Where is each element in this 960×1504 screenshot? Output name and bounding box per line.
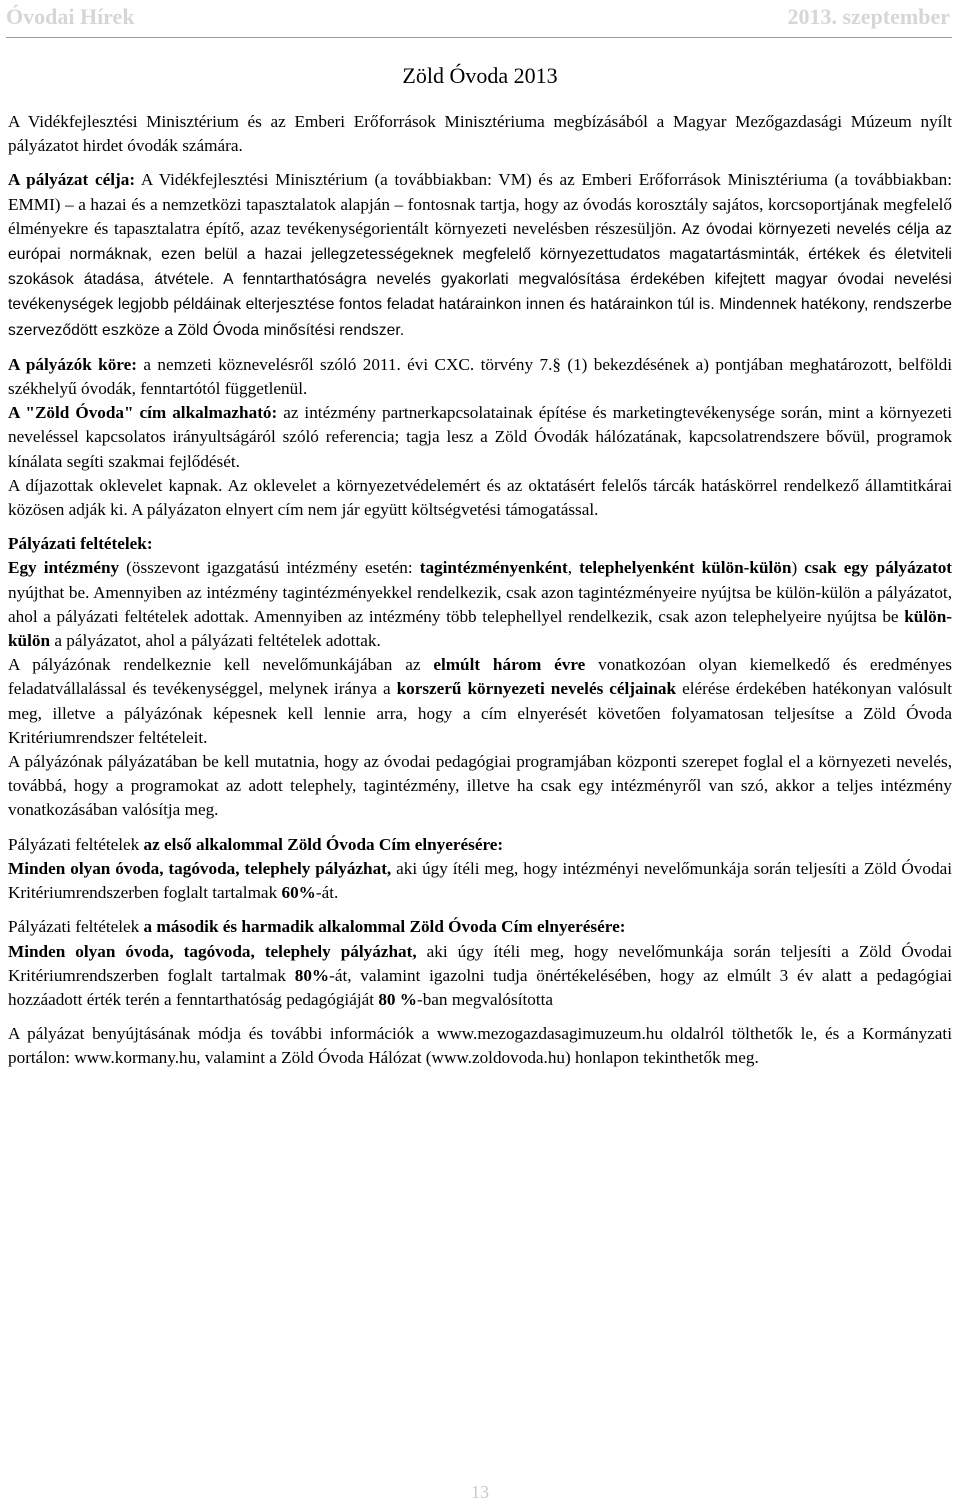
second-text-3: -át, valamint igazolni tudja önértékelésében, hogy az elmúlt 3 év alatt a pedagógiai hozzáadott érték terén a fenntarthatóság pedagógiáját: [8, 965, 952, 1009]
conditions-paragraph-2: [8, 653, 952, 750]
cond-bold-4: csak egy pályázatot: [804, 558, 953, 578]
intro-paragraph: A Vidékfejlesztési Minisztérium és az Emberi Erőforrások Minisztériuma megbízásából a Magyar Mezőgazdasági Múzeum nyílt pályázatot hirdet óvodák számára.: [8, 112, 952, 156]
header-issue-date: 2013. szeptember: [787, 4, 950, 29]
goal-text-2: Az óvodai környezeti nevelés célja az európai normáknak, ezen belül a hazai jellegzetességeknek megfelelő környezettudatos magatartásminták, értékek és életviteli szokások átadása, átvétele. A fenntarthatóságra nevelés gyakorlati megvalósítása érdekében kifejtett magyar óvodai nevelési tevékenységek legjobb példáinak elterjesztése fontos feladat határainkon innen és határainkon túl is. Mindennek hatékony, rendszerbe szerveződött eszköze a Zöld Óvoda minősítési rendszer.: [8, 220, 952, 339]
second-bold-2: Minden olyan óvoda, tagóvoda, telephely pályázhat,: [8, 941, 417, 961]
cond-text-4: nyújthat be. Amennyiben az intézmény tagintézményekkel rendelkezik, csak azon tagintézményeire nyújtsa be külön-külön a pályázatot, ahol a pályázati feltételek adottak. Amennyiben az intézmény több telephellyel rendelkezik, csak azon telephelyeire nyújtsa be: [8, 582, 952, 626]
goal-text-1: A Vidékfejlesztési Minisztérium (a továbbiakban: VM) és az Emberi Erőforrások Minisztériuma (a továbbiakban: EMMI) – a hazai és a nemzetközi tapasztalatok alapján – fontosnak tartja, hogy az óvodás korosztály sajátos, korcsoportjának megfelelő élményekre és tapasztalatra építő, azaz tevékenységorientált környezeti nevelésben részesüljön.: [8, 170, 952, 238]
cond2-bold-2: korszerű környezeti nevelés céljainak: [396, 679, 677, 699]
award-paragraph: A díjazottak oklevelet kapnak. Az oklevelet a környezetvédelemért és az oktatásért felelős tárcák hatáskörrel rendelkező államtitkárai közösen adják ki. A pályázaton elnyert cím nem jár együtt költségvetési támogatással.: [8, 475, 952, 520]
cond-bold-3: telephelyenként külön-külön: [579, 558, 792, 578]
applicants-paragraph: [8, 353, 952, 401]
second-bold-4: 80 %: [378, 989, 417, 1009]
header-publication-title: Óvodai Hírek: [6, 4, 135, 29]
cond-text-2: ,: [567, 558, 580, 578]
article-body: [8, 62, 952, 1071]
second-award-heading: [8, 915, 952, 939]
second-bold-3: 80%: [294, 965, 330, 985]
submission-paragraph: A pályázat benyújtásának módja és további információk a www.mezogazdasagimuzeum.hu oldalról tölthetők le, és a Kormányzati portálon: www.kormany.hu, valamint a Zöld Óvoda Hálózat (www.zoldovoda.hu) honlapon tekinthetők meg.: [8, 1024, 952, 1068]
page-header: [0, 0, 960, 40]
cond-bold-1: Egy intézmény: [8, 558, 120, 578]
second-award-paragraph: [8, 940, 952, 1013]
cond2-text-2: vonatkozóan olyan kiemelkedő és eredményes feladatvállalással és tevékenységgel, melynek iránya a: [8, 655, 952, 699]
second-text-4: -ban megvalósította: [416, 989, 554, 1009]
usage-text: az intézmény partnerkapcsolatainak építése és marketingtevékenysége során, mint a környezeti neveléssel kapcsolatos irányultságáról szóló referencia; tagja lesz a Zöld Óvodák hálózatának, kapcsolatrendszere bővül, programok kínálata segíti szakmai fejlődését.: [8, 403, 952, 471]
cond-bold-2: tagintézményenként: [419, 558, 568, 578]
cond-text-1: (összevont igazgatású intézmény esetén:: [119, 558, 420, 578]
second-text-2: aki úgy ítéli meg, hogy nevelőmunkája során teljesíti a Zöld Óvodai Kritériumrendszerben foglalt tartalmak: [8, 941, 952, 985]
cond-text-3: ): [791, 558, 805, 578]
applicants-text: a nemzeti köznevelésről szóló 2011. évi CXC. törvény 7.§ (1) bekezdésének a) pontjában meghatározott, belföldi székhelyű óvodák, fenntartótól függetlenül.: [8, 354, 952, 399]
goal-paragraph: [8, 168, 952, 342]
first-award-paragraph: [8, 857, 952, 905]
first-text-3: -át.: [315, 883, 339, 903]
first-bold-3: 60%: [281, 883, 316, 903]
cond2-text-3: elérése érdekében hatékonyan valósult meg, illetve a pályázónak képesnek kell lennie arra, hogy a cím elnyerését követően folyamatosan teljesítse a Zöld Óvoda Kritériumrendszer feltételeit.: [8, 679, 952, 747]
goal-label: A pályázat célja:: [8, 170, 136, 190]
applicants-label: A pályázók köre:: [8, 354, 137, 374]
article-title: Zöld Óvoda 2013: [402, 63, 558, 88]
conditions-heading: [8, 532, 952, 556]
conditions-paragraph-1: [8, 556, 952, 653]
cond2-text-1: A pályázónak rendelkeznie kell nevelőmunkájában az: [8, 655, 434, 675]
conditions-heading-text: Pályázati feltételek:: [8, 534, 153, 554]
conditions-paragraph-3: A pályázónak pályázatában be kell mutatnia, hogy az óvodai pedagógiai programjában központi szerepet foglal el a környezeti nevelés, továbbá, hogy a programokat az adott telephely, tagintézmény, illetve ha csak egy intézményről van szó, akkor a teljes intézmény vonatkozásában valósítja meg.: [8, 752, 952, 820]
second-bold-1: a második és harmadik alkalommal Zöld Óvoda Cím elnyerésére:: [143, 917, 626, 937]
first-bold-1: az első alkalommal Zöld Óvoda Cím elnyerésére:: [143, 834, 504, 854]
first-text-2: aki úgy ítéli meg, hogy intézményi nevelőmunkája során teljesíti a Zöld Óvodai Kritériumrendszerben foglalt tartalmak: [8, 858, 952, 903]
second-text-1: Pályázati feltételek: [8, 917, 144, 937]
header-divider: [6, 37, 952, 38]
usage-paragraph: [8, 401, 952, 474]
cond-text-5: a pályázatot, ahol a pályázati feltételek adottak.: [50, 631, 381, 651]
first-award-heading: [8, 833, 952, 857]
cond-bold-5: külön-külön: [8, 606, 952, 651]
cond2-bold-1: elmúlt három évre: [433, 655, 586, 675]
page-number: 13: [471, 1482, 489, 1502]
usage-label: A "Zöld Óvoda" cím alkalmazható:: [8, 403, 278, 423]
first-text-1: Pályázati feltételek: [8, 834, 144, 854]
first-bold-2: Minden olyan óvoda, tagóvoda, telephely pályázhat,: [8, 858, 392, 878]
